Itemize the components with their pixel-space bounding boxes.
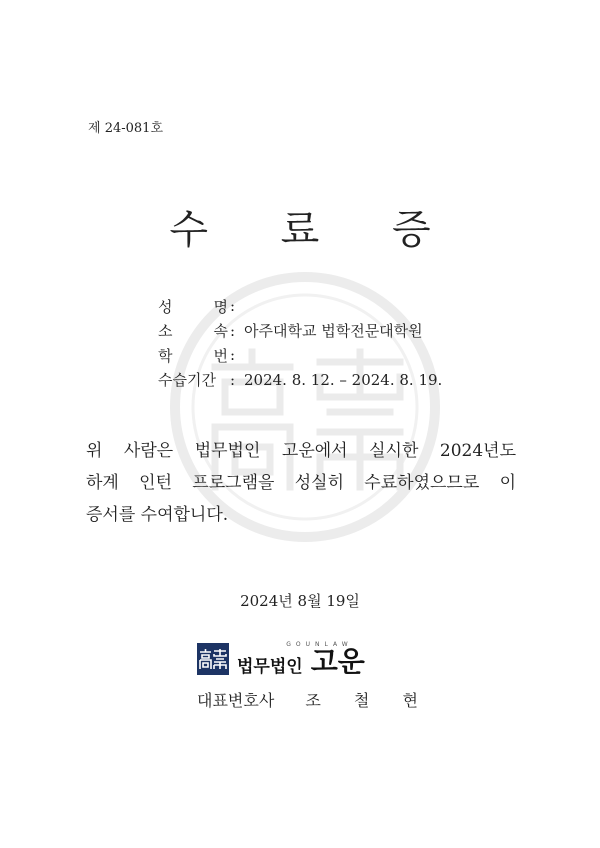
field-period bbox=[158, 368, 442, 393]
firm-type-label: 법무법인 bbox=[237, 657, 303, 677]
title-char: 료 bbox=[280, 207, 320, 253]
field-label: 학 번 bbox=[158, 346, 228, 365]
document-number: 제 24-081호 bbox=[88, 121, 163, 136]
statement-line: 증서를 수여합니다. bbox=[86, 505, 229, 525]
signatory-title: 대표변호사 bbox=[197, 691, 275, 710]
field-student-id bbox=[158, 343, 442, 368]
issue-date: 2024년 8월 19일 bbox=[240, 592, 360, 610]
signatory-name: 조 철 현 bbox=[305, 691, 432, 710]
signatory bbox=[197, 688, 432, 711]
statement-line: 하계 인턴 프로그램을 성실히 수료하였으므로 이 bbox=[86, 473, 516, 493]
field-colon: : bbox=[230, 321, 236, 340]
firm-latin-name: GOUNLAW bbox=[286, 641, 353, 648]
field-colon: : bbox=[230, 370, 236, 389]
field-value: 아주대학교 법학전문대학원 bbox=[244, 322, 423, 341]
field-affiliation bbox=[158, 319, 442, 344]
firm-logo bbox=[197, 640, 365, 678]
field-label: 수습기간 bbox=[158, 371, 216, 390]
firm-name: 고운 bbox=[310, 645, 365, 678]
field-name bbox=[158, 294, 442, 319]
certificate-statement bbox=[86, 435, 516, 531]
field-label: 성 명 bbox=[158, 297, 228, 316]
certificate-title bbox=[0, 198, 600, 255]
statement-line: 위 사람은 법무법인 고운에서 실시한 2024년도 bbox=[86, 441, 516, 461]
title-char: 수 bbox=[169, 207, 208, 253]
field-label: 소 속 bbox=[158, 322, 228, 341]
field-colon: : bbox=[230, 346, 236, 365]
field-value: 2024. 8. 12. – 2024. 8. 19. bbox=[244, 370, 443, 389]
title-char: 증 bbox=[392, 207, 431, 253]
firm-emblem-icon bbox=[197, 643, 229, 675]
recipient-fields bbox=[158, 294, 442, 392]
field-colon: : bbox=[230, 297, 236, 316]
